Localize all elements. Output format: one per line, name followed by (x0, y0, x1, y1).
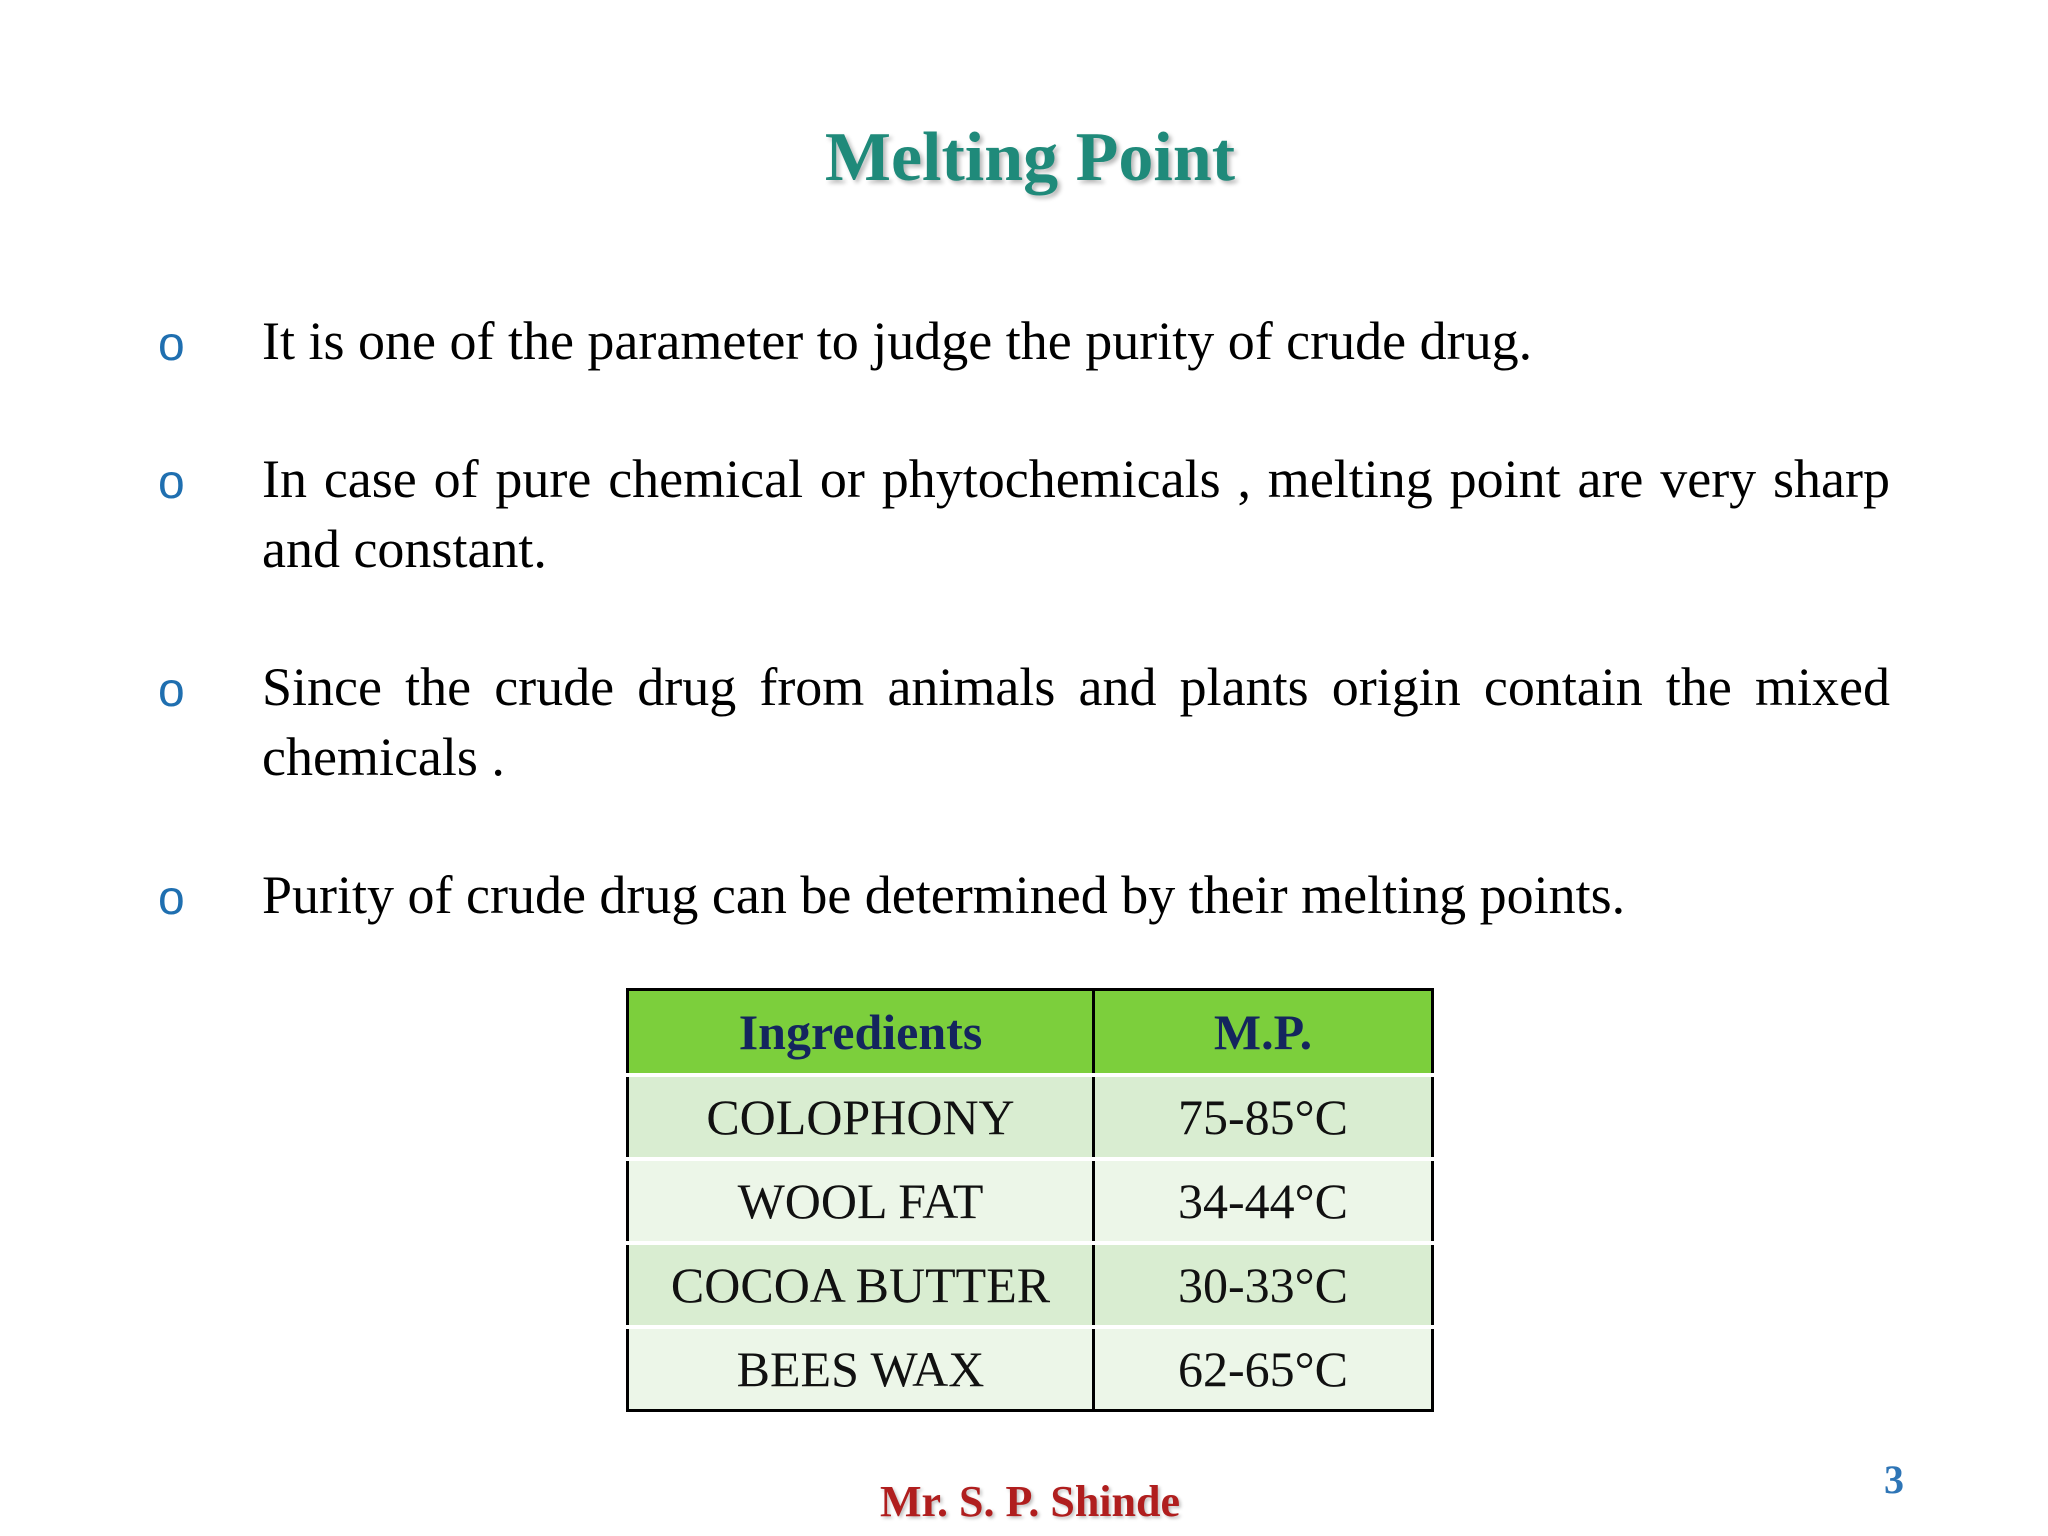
ingredient-cell: COCOA BUTTER (628, 1243, 1094, 1327)
table-header-ingredients: Ingredients (628, 990, 1094, 1076)
melting-point-table (626, 988, 1434, 1412)
mp-cell: 34-44°C (1094, 1159, 1433, 1243)
mp-cell: 75-85°C (1094, 1075, 1433, 1159)
bullet-item: Purity of crude drug can be determined by their melting points. (262, 865, 1626, 925)
bullet-item: Since the crude drug from animals and plants origin contain the mixed chemicals . (262, 657, 1890, 787)
bullet-marker: o (158, 872, 185, 925)
bullet-item: It is one of the parameter to judge the purity of crude drug. (262, 311, 1533, 371)
table-header-mp: M.P. (1094, 990, 1433, 1076)
bullet-marker: o (158, 456, 185, 509)
table-row (628, 1159, 1433, 1243)
ingredient-cell: BEES WAX (628, 1327, 1094, 1411)
table-row (628, 1243, 1433, 1327)
ingredient-cell: WOOL FAT (628, 1159, 1094, 1243)
bullet-marker: o (158, 664, 185, 717)
table-row (628, 1075, 1433, 1159)
page-number: 3 (1884, 1457, 1904, 1502)
table-row (628, 1327, 1433, 1411)
mp-cell: 62-65°C (1094, 1327, 1433, 1411)
bullet-item: In case of pure chemical or phytochemicals , melting point are very sharp and constant. (262, 449, 1890, 579)
bullet-marker: o (158, 318, 185, 371)
author-footer: Mr. S. P. Shinde (880, 1477, 1180, 1526)
mp-cell: 30-33°C (1094, 1243, 1433, 1327)
slide-title: Melting Point (824, 119, 1236, 196)
ingredient-cell: COLOPHONY (628, 1075, 1094, 1159)
table-header-row (628, 990, 1433, 1076)
